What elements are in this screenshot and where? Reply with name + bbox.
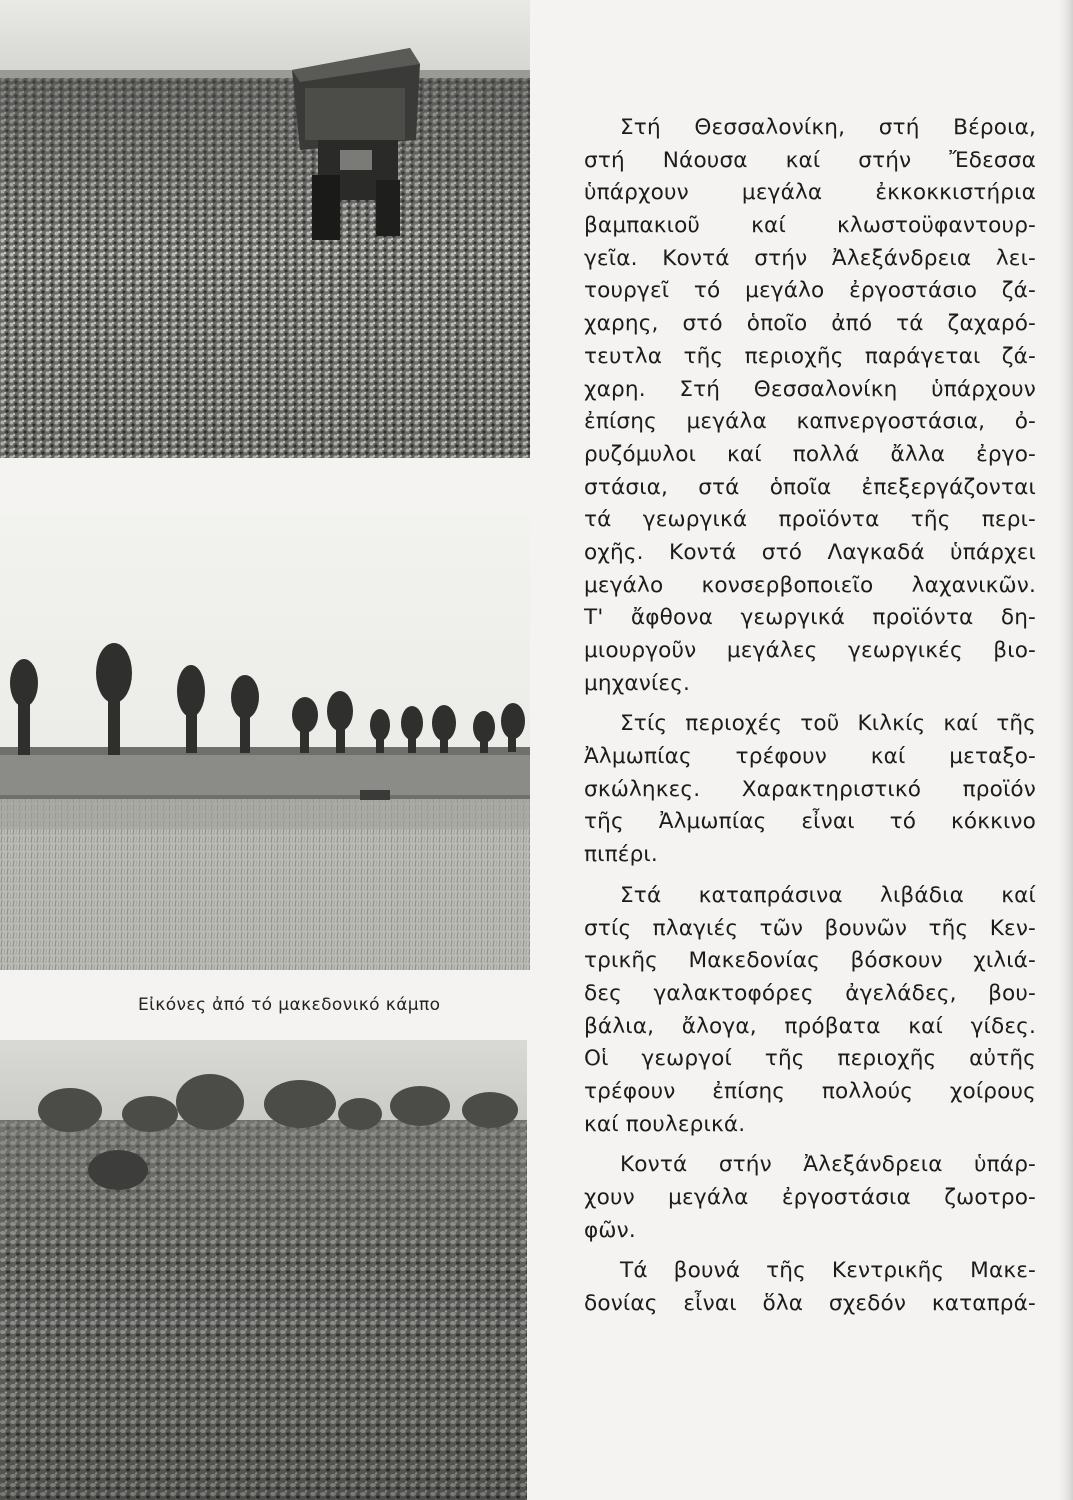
photo-caption: Εἰκόνες ἀπό τό μακεδονικό κάμπο bbox=[138, 995, 441, 1015]
text-line: φῶν. bbox=[584, 1217, 636, 1243]
text-line: τρέφουν ἐπίσης πολλούς χοίρους bbox=[584, 1078, 1036, 1104]
text-line: τῆς Ἀλμωπίας εἶναι τό κόκκινο bbox=[584, 809, 1036, 835]
paragraph-4 bbox=[584, 1149, 1036, 1247]
text-line: Στά καταπράσινα λιβάδια καί bbox=[620, 882, 1036, 908]
page-edge-shadow bbox=[1059, 0, 1073, 1500]
text-line: τρικῆς Μακεδονίας βόσκουν χιλιά- bbox=[584, 948, 1036, 974]
body-text-column bbox=[584, 112, 1036, 1329]
text-line: Τά βουνά τῆς Κεντρικῆς Μακε- bbox=[620, 1258, 1036, 1284]
text-line: μεγάλο κονσερβοποιεῖο λαχανικῶν. bbox=[584, 572, 1036, 598]
text-line: στίς πλαγιές τῶν βουνῶν τῆς Κεν- bbox=[584, 915, 1036, 941]
text-line: ἐπίσης μεγάλα καπνεργοστάσια, ὀ- bbox=[584, 409, 1036, 435]
text-line: καί πουλερικά. bbox=[584, 1111, 746, 1137]
text-line: Τ' ἄφθονα γεωργικά προϊόντα δη- bbox=[584, 605, 1036, 631]
photo-harvester-field bbox=[0, 0, 530, 458]
text-line: ρυζόμυλοι καί πολλά ἄλλα ἐργο- bbox=[584, 441, 1036, 467]
text-line: χουν μεγάλα ἐργοστάσια ζωοτρο- bbox=[584, 1185, 1036, 1210]
text-line: Κοντά στήν Ἀλεξάνδρεια ὑπάρ- bbox=[620, 1152, 1036, 1178]
text-line: μηχανίες. bbox=[584, 670, 691, 696]
paragraph-5 bbox=[584, 1255, 1036, 1320]
text-line: στάσια, στά ὁποῖα ἐπεξεργάζονται bbox=[584, 474, 1036, 500]
text-line: στή Νάουσα καί στήν Ἔδεσσα bbox=[584, 147, 1036, 173]
text-line: σκώληκες. Χαρακτηριστικό προϊόν bbox=[584, 776, 1036, 802]
photo-poplar-field bbox=[0, 515, 530, 970]
text-line: τουργεῖ τό μεγάλο ἐργοστάσιο ζά- bbox=[584, 278, 1036, 304]
text-line: πιπέρι. bbox=[584, 842, 658, 868]
text-line: Ἀλμωπίας τρέφουν καί μεταξο- bbox=[584, 744, 1036, 770]
paragraph-2 bbox=[584, 708, 1036, 871]
text-line: δονίας εἶναι ὅλα σχεδόν καταπρά- bbox=[584, 1291, 1036, 1317]
text-line: χαρης, στό ὁποῖο ἀπό τά ζαχαρό- bbox=[584, 311, 1036, 337]
text-line: τευτλα τῆς περιοχῆς παράγεται ζά- bbox=[584, 343, 1036, 369]
photo-crop-field bbox=[0, 1040, 527, 1500]
text-line: δες γαλακτοφόρες ἀγελάδες, βου- bbox=[584, 980, 1036, 1006]
text-line: Στή Θεσσαλονίκη, στή Βέροια, bbox=[620, 115, 1036, 140]
text-line: οχῆς. Κοντά στό Λαγκαδά ὑπάρχει bbox=[584, 539, 1036, 565]
text-line: Στίς περιοχές τοῦ Κιλκίς καί τῆς bbox=[620, 711, 1036, 737]
paragraph-1 bbox=[584, 112, 1036, 700]
text-line: βαμπακιοῦ καί κλωστοϋφαντουρ- bbox=[584, 213, 1036, 239]
text-line: γεῖα. Κοντά στήν Ἀλεξάνδρεια λει- bbox=[584, 245, 1036, 271]
text-line: τά γεωργικά προϊόντα τῆς περι- bbox=[584, 507, 1036, 533]
text-line: βάλια, ἄλογα, πρόβατα καί γίδες. bbox=[584, 1013, 1036, 1039]
text-line: μιουργοῦν μεγάλες γεωργικές βιο- bbox=[584, 638, 1036, 663]
text-line: ὑπάρχουν μεγάλα ἐκκοκκιστήρια bbox=[584, 180, 1036, 206]
paragraph-3 bbox=[584, 880, 1036, 1142]
text-line: χαρη. Στή Θεσσαλονίκη ὑπάρχουν bbox=[584, 376, 1036, 402]
text-line: Οἱ γεωργοί τῆς περιοχῆς αὐτῆς bbox=[584, 1046, 1036, 1072]
